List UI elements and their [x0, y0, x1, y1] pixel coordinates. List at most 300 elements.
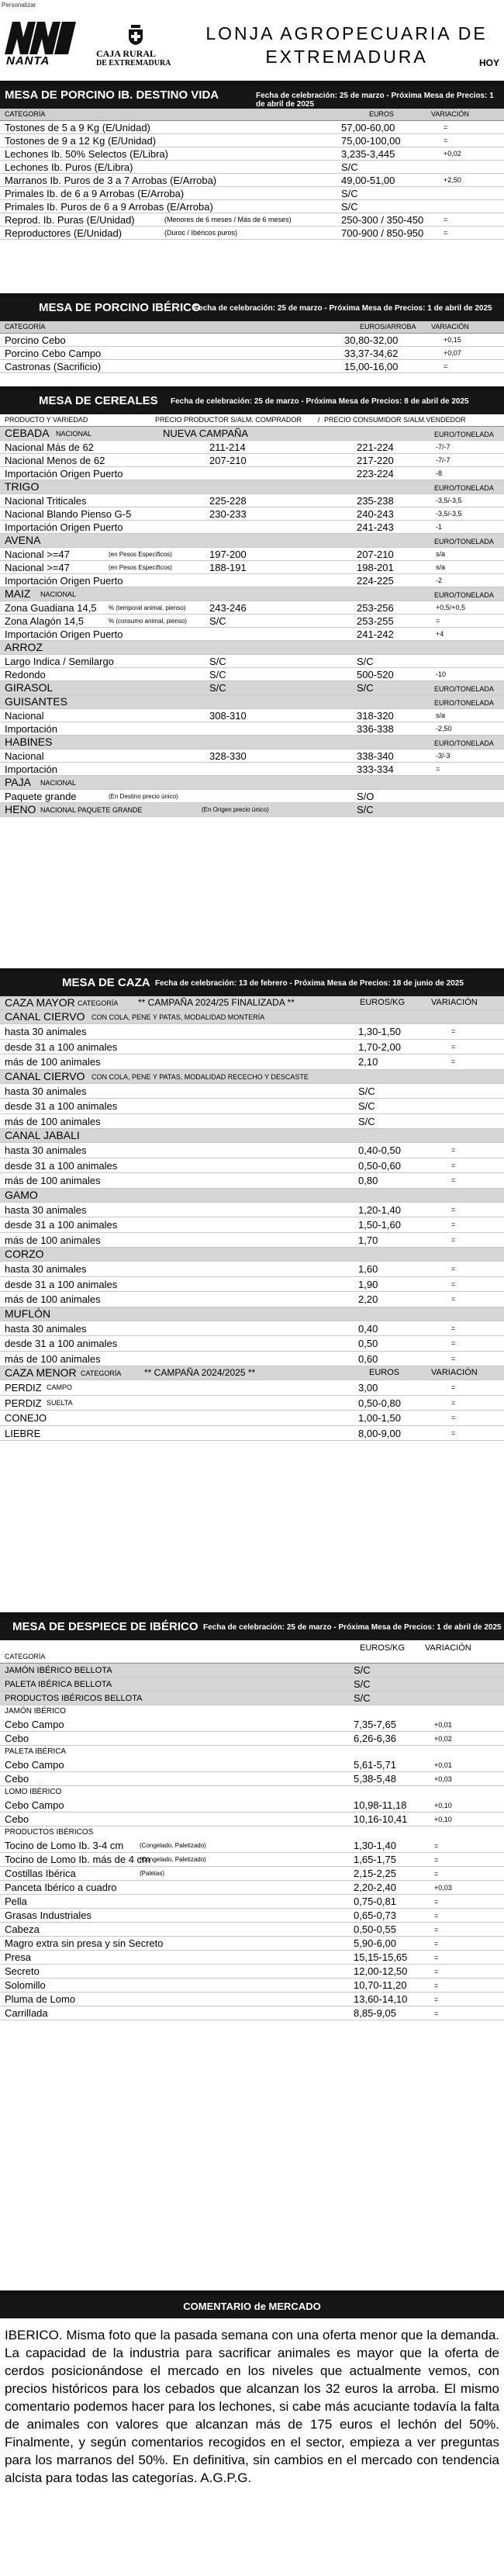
row-variation: = [434, 1898, 439, 1906]
row-price: 1,70-2,00 [358, 1040, 401, 1053]
row-unit: EURO/TONELADA [434, 739, 494, 747]
row-name: Porcino Cebo [5, 334, 66, 346]
group-header-row [0, 1129, 504, 1143]
row-name: Zona Guadiana 14,5 [5, 602, 97, 614]
row-name: Reproductores (E/Unidad) [5, 227, 123, 239]
section-title-bar [0, 391, 504, 414]
group-header-row [0, 1010, 504, 1024]
table-row [0, 750, 504, 763]
row-consumer-price: S/C [357, 682, 374, 694]
category-header-row [0, 587, 504, 601]
category-header-row [0, 803, 504, 817]
table-row [0, 1203, 504, 1218]
column-header-euros: EUROS/ARROBA [360, 323, 416, 331]
row-price: 2,15-2,25 [354, 1868, 396, 1879]
row-name: Marranos Ib. Puros de 3 a 7 Arrobas (E/Arroba) [5, 175, 217, 186]
table-row [0, 1937, 504, 1951]
row-variation: +4 [436, 630, 444, 638]
row-qualifier: SUELTA [47, 1398, 73, 1407]
group-header-row [0, 1070, 504, 1084]
row-price: 0,80 [358, 1175, 378, 1186]
price-table [0, 121, 504, 240]
table-row [0, 441, 504, 454]
section-title-bar [0, 298, 504, 321]
row-price: 49,00-51,00 [341, 175, 395, 186]
category-header-row [0, 480, 504, 494]
row-variation: = [451, 1354, 456, 1362]
row-name: HABINES [5, 736, 53, 748]
column-header [0, 1640, 504, 1664]
row-variation: +0,07 [444, 349, 461, 357]
row-variation: = [451, 1161, 456, 1169]
table-row [0, 147, 504, 161]
group-label: LOMO IBÉRICO [5, 1788, 62, 1796]
row-producer-price: 207-210 [209, 455, 247, 466]
row-variation: = [434, 1940, 439, 1948]
row-consumer-price: 223-224 [357, 468, 394, 480]
table-row [0, 1114, 504, 1130]
row-variation: +0,10 [434, 1802, 452, 1809]
row-name: Cebo [5, 1773, 29, 1785]
row-producer-price: 230-233 [209, 508, 247, 520]
row-variation: = [444, 362, 448, 370]
porcino-iberico-section [0, 293, 504, 382]
table-row [0, 134, 504, 147]
row-name: TRIGO [5, 480, 40, 493]
table-row [0, 1813, 504, 1826]
row-variation: = [436, 765, 440, 773]
row-consumer-price: 253-256 [357, 602, 394, 614]
row-name: Nacional >=47 [5, 549, 70, 560]
row-variation: +0,03 [434, 1775, 452, 1783]
row-consumer-price: 235-238 [357, 495, 394, 507]
row-name: PRODUCTOS IBÉRICOS BELLOTA [5, 1694, 143, 1703]
category-header-row [0, 534, 504, 548]
price-table [0, 334, 504, 373]
row-name: Panceta Ibérico a cuadro [5, 1882, 117, 1893]
row-variation: -10 [436, 670, 447, 678]
table-row [0, 1292, 504, 1307]
section-title: MESA DE DESPIECE DE IBÉRICO [12, 1620, 198, 1633]
section-date: Fecha de celebración: 25 de marzo - Próxima Mesa de Precios: 1 de abril de 2025 [203, 1623, 502, 1632]
row-note: % (consumo animal, pienso) [109, 618, 187, 625]
group-qualifier: CON COLA, PENE Y PATAS, MODALIDAD MONTERÍA [91, 1013, 265, 1021]
category-header-row [0, 776, 504, 790]
caza-mayor-label: CAZA MAYOR [5, 996, 75, 1009]
section-title: COMENTARIO de MERCADO [183, 2301, 321, 2312]
row-consumer-price: 221-224 [357, 441, 394, 453]
table-row [0, 1965, 504, 1979]
table-row [0, 1758, 504, 1772]
row-producer-price: 328-330 [209, 750, 247, 762]
section-title: MESA DE PORCINO IB. DESTINO VIDA [5, 88, 219, 102]
row-variation: = [434, 1842, 439, 1850]
category-header-row [0, 427, 504, 441]
table-row [0, 1772, 504, 1786]
row-name: Pluma de Lomo [5, 1993, 76, 2005]
row-name: JAMÓN IBÉRICO BELLOTA [5, 1666, 112, 1675]
table-row [0, 1839, 504, 1853]
row-producer-price: 243-246 [209, 602, 247, 614]
row-variation: -7/-7 [436, 443, 450, 451]
row-producer-price: S/C [209, 615, 226, 627]
column-header-separator: / [318, 416, 320, 424]
group-label-row [0, 1705, 504, 1718]
group-campaign: ** CAMPAÑA 2024/2025 ** [144, 1367, 256, 1378]
caza-section [0, 968, 504, 1608]
column-header [0, 414, 504, 427]
row-consumer-price: 318-320 [357, 710, 394, 722]
row-variation: = [434, 1912, 439, 1920]
table-row [0, 454, 504, 467]
column-header [0, 109, 504, 121]
page-header [0, 11, 504, 78]
row-variation: = [444, 229, 448, 237]
section-title-bar [0, 2295, 504, 2318]
row-name: Nacional [5, 750, 44, 762]
table-row [0, 187, 504, 200]
row-name: MAIZ [5, 587, 31, 600]
table-row [0, 1853, 504, 1867]
table-row [0, 1867, 504, 1881]
row-variation: +0,10 [434, 1816, 452, 1823]
section-title-bar [0, 973, 504, 996]
row-consumer-price: 224-225 [357, 575, 394, 587]
row-name: Primales Ib. Puros de 6 a 9 Arrobas (E/Arroba) [5, 201, 213, 213]
group-qualifier: CATEGORÍA [81, 1369, 122, 1377]
table-row [0, 1233, 504, 1248]
group-label: PALETA IBÉRICA [5, 1747, 67, 1756]
row-price: 250-300 / 350-450 [341, 214, 424, 226]
row-name: más de 100 animales [5, 1234, 101, 1246]
row-note: (En Destino precio único) [109, 793, 178, 800]
row-price: 30,80-32,00 [344, 334, 399, 346]
row-price: 15,00-16,00 [344, 361, 399, 372]
row-name-qualifier: NACIONAL [56, 430, 92, 438]
row-name: hasta 30 animales [5, 1085, 87, 1097]
row-consumer-price: S/O [357, 791, 375, 802]
row-name: Importación [5, 723, 57, 735]
row-variation: = [434, 2010, 439, 2017]
row-unit: EURO/TONELADA [434, 538, 494, 545]
row-price: 6,26-6,36 [354, 1733, 396, 1744]
row-name: Importación Origen Puerto [5, 628, 123, 640]
table-row [0, 709, 504, 722]
table-row [0, 1158, 504, 1174]
row-name-qualifier: NACIONAL PAQUETE GRANDE [40, 806, 143, 814]
row-variation: +0,03 [434, 1884, 452, 1892]
column-header-variation: VARIACIÓN [431, 110, 469, 118]
row-unit: EURO/TONELADA [434, 685, 494, 693]
row-price: 15,15-15,65 [354, 1951, 408, 1963]
row-consumer-price: S/C [357, 804, 374, 815]
column-header-euros: EUROS [369, 1368, 400, 1377]
row-name: Magro extra sin presa y sin Secreto [5, 1937, 164, 1949]
row-name: Grasas Industriales [5, 1909, 91, 1921]
section-title-bar [0, 1617, 504, 1640]
table-row [0, 1732, 504, 1746]
row-price: 2,20 [358, 1293, 378, 1305]
row-name: Nacional Más de 62 [5, 441, 94, 453]
caza-mayor-category-label: CATEGORÍA [78, 999, 119, 1007]
row-price: 1,70 [358, 1234, 378, 1246]
table-row [0, 763, 504, 776]
row-variation: s/a [436, 550, 446, 558]
row-note: (Congelado, Paletizado) [140, 1842, 206, 1849]
row-variation: = [451, 1235, 456, 1244]
row-name: PERDIZ [5, 1382, 42, 1394]
price-table [0, 1010, 504, 1441]
row-price: 1,90 [358, 1278, 378, 1290]
group-name: CAZA MENOR [5, 1366, 77, 1379]
table-row [0, 1881, 504, 1895]
row-name: Reprod. Ib. Puras (E/Unidad) [5, 214, 135, 226]
row-name: CEBADA [5, 427, 50, 439]
row-variation: +0,02 [434, 1735, 452, 1743]
table-row [0, 467, 504, 480]
row-price: 700-900 / 850-950 [341, 227, 424, 239]
row-producer-price: S/C [209, 669, 226, 680]
table-row [0, 1426, 504, 1442]
row-price: 10,70-11,20 [354, 1979, 407, 1991]
row-name: Cebo [5, 1813, 29, 1825]
row-price: 5,90-6,00 [354, 1937, 396, 1949]
row-name: Lechones Ib. Puros (E/Libra) [5, 161, 133, 173]
row-unit: EURO/TONELADA [434, 431, 494, 438]
row-price: S/C [341, 201, 358, 213]
row-note: (Paletas) [140, 1870, 165, 1877]
row-consumer-price: 240-243 [357, 508, 394, 520]
row-name: Cebo [5, 1733, 29, 1744]
row-campaign: NUEVA CAMPAÑA [163, 428, 249, 439]
row-name: hasta 30 animales [5, 1203, 87, 1216]
section-date: Fecha de celebración: 25 de marzo - Próxima Mesa de Precios: 1 de abril de 2025 [256, 92, 494, 109]
row-name: Lechones Ib. 50% Selectos (E/Libra) [5, 148, 169, 160]
section-title: MESA DE PORCINO IBÉRICO [39, 301, 201, 314]
row-name: Pella [5, 1896, 27, 1907]
hoy-logo: HOY [478, 57, 499, 68]
row-price: 13,60-14,10 [354, 1993, 408, 2005]
row-name: Importación Origen Puerto [5, 468, 123, 480]
row-price: 1,30-1,40 [354, 1840, 396, 1851]
row-price: S/C [341, 161, 358, 173]
row-variation: +0,5/+0,5 [436, 604, 466, 611]
row-price: S/C [354, 1692, 371, 1704]
row-price: 2,10 [358, 1056, 378, 1068]
row-name: hasta 30 animales [5, 1026, 87, 1037]
row-price: 0,50-0,80 [358, 1397, 401, 1409]
row-name: hasta 30 animales [5, 1263, 87, 1275]
row-price: 0,50-0,55 [354, 1923, 396, 1935]
row-variation: = [434, 1996, 439, 2003]
row-name: Largo Indica / Semilargo [5, 656, 114, 667]
row-variation: = [444, 216, 448, 223]
category-header-row [0, 736, 504, 750]
caza-mayor-campaign: ** CAMPAÑA 2024/25 FINALIZADA ** [138, 997, 295, 1008]
table-row [0, 561, 504, 574]
section-date: Fecha de celebración: 13 de febrero - Próxima Mesa de Precios: 18 de junio de 2025 [155, 979, 464, 988]
cereales-section [0, 386, 504, 964]
row-variation: -3,5/-3,5 [436, 497, 462, 504]
row-price: 1,20-1,40 [358, 1203, 401, 1216]
row-price: 2,20-2,40 [354, 1882, 396, 1893]
table-row [0, 1143, 504, 1158]
row-variation: = [451, 1058, 456, 1065]
row-name: Cabeza [5, 1923, 40, 1935]
column-header-variation: VARIACIÓN [431, 323, 469, 331]
row-variation: -1 [436, 523, 443, 531]
row-price: 1,30-1,50 [358, 1026, 401, 1037]
table-row [0, 1799, 504, 1813]
row-name: desde 31 a 100 animales [5, 1040, 118, 1053]
row-price: 0,50 [358, 1338, 378, 1349]
table-row [0, 174, 504, 187]
table-row [0, 1396, 504, 1411]
row-price: S/C [341, 188, 358, 199]
column-header-producer: PRECIO PRODUCTOR S/ALM. COMPRADOR [155, 416, 302, 424]
row-consumer-price: S/C [357, 656, 374, 667]
row-name: PERDIZ [5, 1397, 42, 1409]
row-name: Importación Origen Puerto [5, 521, 123, 533]
row-variation: = [451, 1027, 456, 1035]
row-variation: = [451, 1265, 456, 1272]
group-label: JAMÓN IBÉRICO [5, 1707, 66, 1716]
group-label-row [0, 1786, 504, 1799]
caza-mayor-header [0, 996, 504, 1010]
group-label: PRODUCTOS IBÉRICOS [5, 1828, 94, 1837]
table-row [0, 1411, 504, 1426]
row-variation: = [451, 1042, 456, 1051]
row-variation: = [451, 1398, 456, 1407]
table-row [0, 1173, 504, 1189]
page-title [203, 22, 490, 68]
row-name: hasta 30 animales [5, 1322, 87, 1335]
row-note: (en Pesos Específicos) [109, 551, 172, 558]
table-row [0, 1718, 504, 1732]
row-variation: = [444, 137, 448, 144]
row-name: LIEBRE [5, 1427, 41, 1439]
column-header-variation: VARIACIÓN [425, 1643, 471, 1653]
row-variation: = [434, 1954, 439, 1961]
row-price: 8,00-9,00 [358, 1427, 401, 1439]
row-variation: = [451, 1279, 456, 1288]
column-header-product: PRODUCTO Y VARIEDAD [5, 416, 88, 424]
row-variation: +2,50 [444, 176, 461, 184]
group-name: MUFLÓN [5, 1307, 51, 1320]
row-name: Tostones de 5 a 9 Kg (E/Unidad) [5, 122, 150, 133]
row-note: (Congelado, Paletizado) [140, 1856, 206, 1863]
row-name: hasta 30 animales [5, 1144, 87, 1156]
row-variation: -7/-7 [436, 456, 450, 464]
row-price: 0,75-0,81 [354, 1896, 396, 1907]
row-qualifier: CAMPO [47, 1383, 73, 1391]
section-title-bar [0, 85, 504, 109]
nanta-logo-word: NANTA [6, 54, 50, 68]
row-name: Carrillada [5, 2007, 48, 2019]
row-variation: = [451, 1324, 456, 1332]
column-header-category: CATEGORÍA [5, 1653, 46, 1660]
table-row [0, 334, 504, 347]
row-producer-price: 211-214 [209, 441, 246, 453]
table-row [0, 1024, 504, 1040]
row-name: desde 31 a 100 animales [5, 1278, 118, 1290]
row-producer-price: S/C [209, 682, 226, 694]
page-title-line2: EXTREMADURA [265, 47, 428, 67]
caja-rural-logo-line1: CAJA RURAL [96, 48, 157, 59]
row-variation: -8 [436, 469, 443, 477]
row-variation: = [434, 1982, 439, 1989]
column-header-euros: EUROS/KG [360, 1643, 406, 1653]
group-name: CORZO [5, 1248, 44, 1260]
row-variation: +0,02 [444, 150, 461, 158]
table-row [0, 213, 504, 227]
row-name: PAJA [5, 776, 31, 788]
row-note: (En Origen precio único) [202, 806, 269, 813]
page-title-line1: LONJA AGROPECUARIA DE [205, 23, 488, 43]
row-name: desde 31 a 100 animales [5, 1159, 118, 1172]
group-header-row [0, 1366, 504, 1380]
row-variation: = [434, 1926, 439, 1934]
row-price: S/C [358, 1115, 375, 1127]
porcino-destino-vida-section [0, 81, 504, 287]
group-name: CANAL CIERVO [5, 1010, 85, 1023]
group-header-row [0, 1189, 504, 1203]
row-variation: -2,50 [436, 725, 452, 732]
row-variation: = [451, 1176, 456, 1184]
row-consumer-price: 217-220 [357, 455, 394, 466]
group-qualifier: CON COLA, PENE Y PATAS, MODALIDAD RECECHO Y DESCASTE [91, 1072, 309, 1081]
row-name: Tostones de 9 a 12 Kg (E/Unidad) [5, 135, 157, 147]
row-name: CONEJO [5, 1412, 47, 1424]
group-header-row [0, 1307, 504, 1321]
row-note: (Menores de 6 meses / Más de 6 meses) [164, 216, 292, 223]
row-consumer-price: 207-210 [357, 549, 394, 560]
row-variation: +0,01 [434, 1721, 452, 1729]
row-name-qualifier: NACIONAL [40, 779, 77, 787]
row-variation: +0,01 [434, 1761, 452, 1769]
row-name: Tocino de Lomo Ib. 3-4 cm [5, 1840, 124, 1851]
category-header-row [0, 641, 504, 655]
row-name: Secreto [5, 1965, 40, 1977]
table-row [0, 655, 504, 668]
column-header [0, 321, 504, 334]
row-unit: EURO/TONELADA [434, 699, 494, 707]
row-name: Redondo [5, 669, 46, 680]
column-header-consumer: PRECIO CONSUMIDOR S/ALM.VENDEDOR [324, 416, 466, 424]
caja-rural-logo-line2: DE EXTREMADURA [96, 59, 171, 68]
row-note: (en Pesos Específicos) [109, 564, 172, 571]
caja-rural-seal-icon [127, 25, 144, 45]
despiece-iberico-section [0, 1612, 504, 2286]
row-name: más de 100 animales [5, 1293, 101, 1305]
table-row [0, 1217, 504, 1233]
table-row [0, 1352, 504, 1367]
comentario-mercado-section [0, 2290, 504, 2574]
row-price: 5,61-5,71 [354, 1759, 396, 1771]
row-name: GUISANTES [5, 695, 67, 708]
category-header-row [0, 681, 504, 695]
table-row [0, 1664, 504, 1678]
table-row [0, 1979, 504, 1993]
row-producer-price: 197-200 [209, 549, 247, 560]
row-name: desde 31 a 100 animales [5, 1219, 118, 1231]
row-price: 0,50-0,60 [358, 1159, 401, 1172]
category-header-row [0, 695, 504, 709]
table-row [0, 494, 504, 507]
group-name: CANAL CIERVO [5, 1069, 85, 1082]
row-variation: = [451, 1383, 456, 1391]
table-row [0, 1084, 504, 1099]
